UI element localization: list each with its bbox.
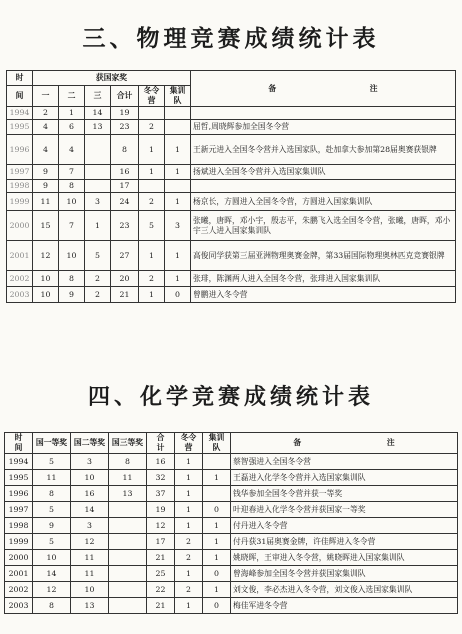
- third-prize-cell: [109, 550, 147, 566]
- first-prize-cell: 8: [33, 598, 71, 614]
- winter-camp-cell: 1: [175, 566, 203, 582]
- second-prize-cell: 10: [59, 241, 85, 271]
- year-cell: 2000: [5, 550, 33, 566]
- table-row: [5, 518, 458, 534]
- third-prize-cell: [109, 598, 147, 614]
- second-prize-cell: 9: [59, 287, 85, 303]
- table-row: [7, 165, 456, 180]
- year-cell: 1998: [7, 180, 33, 193]
- second-prize-cell: 10: [59, 193, 85, 211]
- remarks-cell: 曾鹏进入冬令营: [191, 287, 456, 303]
- total-cell: 16: [111, 165, 139, 180]
- first-prize-cell: 8: [33, 486, 71, 502]
- third-prize-cell: 2: [85, 271, 111, 287]
- total-cell: 17: [111, 180, 139, 193]
- third-prize-cell: [109, 502, 147, 518]
- training-team-cell: 0: [203, 566, 231, 582]
- remarks-cell: 蔡智强进入全国冬令营: [231, 454, 458, 470]
- header-training-team: 集训队: [203, 433, 231, 454]
- remarks-cell: [191, 180, 456, 193]
- training-team-cell: 0: [165, 287, 191, 303]
- header-remarks: 备 注: [231, 433, 458, 454]
- total-cell: 8: [111, 135, 139, 165]
- table-row: [7, 287, 456, 303]
- winter-camp-cell: 1: [139, 135, 165, 165]
- header-awards-group: 获国家奖: [33, 71, 191, 86]
- winter-camp-cell: 1: [139, 241, 165, 271]
- remarks-cell: 杨京长，方圆进入全国冬令营，方圆进入国家集训队: [191, 193, 456, 211]
- header-training-team: 集训队: [165, 86, 191, 107]
- header-first: 一: [33, 86, 59, 107]
- first-prize-cell: 11: [33, 193, 59, 211]
- table-row: [7, 135, 456, 165]
- year-cell: 1996: [5, 486, 33, 502]
- year-cell: 1999: [5, 534, 33, 550]
- third-prize-cell: 1: [85, 211, 111, 241]
- header-second: 二: [59, 86, 85, 107]
- first-prize-cell: 5: [33, 502, 71, 518]
- training-team-cell: 1: [203, 518, 231, 534]
- table-row: [7, 180, 456, 193]
- year-cell: 2003: [7, 287, 33, 303]
- third-prize-cell: [109, 582, 147, 598]
- second-prize-cell: 8: [59, 180, 85, 193]
- year-cell: 1994: [7, 107, 33, 120]
- remarks-cell: 扬斌进入全国冬令营并入选国家集训队: [191, 165, 456, 180]
- header-third-prize: 国三等奖: [109, 433, 147, 454]
- remarks-cell: 张琲，陈渊两人进入全国冬令营，张琲进入国家集训队: [191, 271, 456, 287]
- remarks-cell: 张曦，唐晖，邓小宇，殷志平，朱鹏飞入选全国冬令营，张曦，唐晖，邓小宇三人进入国家集训队: [191, 211, 456, 241]
- table-row: [7, 107, 456, 120]
- header-total: 合 计: [147, 433, 175, 454]
- second-prize-cell: 10: [71, 470, 109, 486]
- training-team-cell: 1: [165, 193, 191, 211]
- first-prize-cell: 10: [33, 271, 59, 287]
- second-prize-cell: 3: [71, 518, 109, 534]
- training-team-cell: [165, 120, 191, 135]
- third-prize-cell: 13: [85, 120, 111, 135]
- training-team-cell: 1: [203, 550, 231, 566]
- second-prize-cell: 13: [71, 598, 109, 614]
- table-row: [5, 486, 458, 502]
- header-second-prize: 国二等奖: [71, 433, 109, 454]
- header-total: 合计: [111, 86, 139, 107]
- table-row: [7, 193, 456, 211]
- first-prize-cell: 9: [33, 165, 59, 180]
- winter-camp-cell: 2: [175, 550, 203, 566]
- winter-camp-cell: 1: [139, 287, 165, 303]
- third-prize-cell: [85, 165, 111, 180]
- remarks-cell: 高俊同学获第三届亚洲物理奥赛金牌，第33届国际物理奥林匹克竞赛银牌: [191, 241, 456, 271]
- remarks-cell: 钱华参加全国冬令营并获一等奖: [231, 486, 458, 502]
- total-cell: 19: [111, 107, 139, 120]
- total-cell: 32: [147, 470, 175, 486]
- winter-camp-cell: 1: [175, 454, 203, 470]
- training-team-cell: 1: [203, 582, 231, 598]
- table-row: [7, 120, 456, 135]
- first-prize-cell: 9: [33, 180, 59, 193]
- year-cell: 1996: [7, 135, 33, 165]
- first-prize-cell: 12: [33, 582, 71, 598]
- remarks-cell: 付丹进入冬令营: [231, 518, 458, 534]
- third-prize-cell: 14: [85, 107, 111, 120]
- table-row: [5, 470, 458, 486]
- year-cell: 2001: [7, 241, 33, 271]
- second-prize-cell: 1: [59, 107, 85, 120]
- first-prize-cell: 15: [33, 211, 59, 241]
- third-prize-cell: [85, 135, 111, 165]
- total-cell: 37: [147, 486, 175, 502]
- header-time-bottom: 间: [7, 86, 33, 107]
- total-cell: 17: [147, 534, 175, 550]
- winter-camp-cell: 2: [139, 271, 165, 287]
- total-cell: 21: [147, 598, 175, 614]
- header-time-top: 时: [7, 71, 33, 86]
- winter-camp-cell: 1: [175, 518, 203, 534]
- first-prize-cell: 12: [33, 241, 59, 271]
- first-prize-cell: 4: [33, 120, 59, 135]
- second-prize-cell: 7: [59, 211, 85, 241]
- header-time: 时 间: [5, 433, 33, 454]
- third-prize-cell: 2: [85, 287, 111, 303]
- total-cell: 22: [147, 582, 175, 598]
- first-prize-cell: 2: [33, 107, 59, 120]
- remarks-cell: 刘文俊，李必杰进入冬令营，刘文俊入选国家集训队: [231, 582, 458, 598]
- second-prize-cell: 14: [71, 502, 109, 518]
- training-team-cell: [165, 107, 191, 120]
- total-cell: 21: [111, 287, 139, 303]
- total-cell: 24: [111, 193, 139, 211]
- year-cell: 1995: [5, 470, 33, 486]
- year-cell: 2001: [5, 566, 33, 582]
- training-team-cell: 0: [203, 598, 231, 614]
- third-prize-cell: [109, 566, 147, 582]
- year-cell: 1998: [5, 518, 33, 534]
- remarks-cell: 姚晓晖，王审进入冬令营，姚晓晖进入国家集训队: [231, 550, 458, 566]
- third-prize-cell: [109, 534, 147, 550]
- year-cell: 1995: [7, 120, 33, 135]
- winter-camp-cell: 5: [139, 211, 165, 241]
- training-team-cell: 1: [165, 135, 191, 165]
- first-prize-cell: 10: [33, 550, 71, 566]
- third-prize-cell: 13: [109, 486, 147, 502]
- table-row: [5, 534, 458, 550]
- table-row: [7, 211, 456, 241]
- chemistry-table-title: 四、化学竞赛成绩统计表: [87, 384, 374, 410]
- second-prize-cell: 11: [71, 550, 109, 566]
- training-team-cell: [165, 180, 191, 193]
- physics-table-title: 三、物理竞赛成绩统计表: [82, 25, 380, 52]
- training-team-cell: 1: [165, 241, 191, 271]
- first-prize-cell: 14: [33, 566, 71, 582]
- second-prize-cell: 16: [71, 486, 109, 502]
- total-cell: 16: [147, 454, 175, 470]
- remarks-cell: 梅佳军进冬令营: [231, 598, 458, 614]
- first-prize-cell: 5: [33, 534, 71, 550]
- remarks-cell: 付丹获31届奥赛金牌，许佳辉进入冬令营: [231, 534, 458, 550]
- first-prize-cell: 10: [33, 287, 59, 303]
- total-cell: 12: [147, 518, 175, 534]
- training-team-cell: [203, 486, 231, 502]
- remarks-cell: 王磊进入化学冬令营并入选国家集训队: [231, 470, 458, 486]
- total-cell: 25: [147, 566, 175, 582]
- second-prize-cell: 12: [71, 534, 109, 550]
- remarks-cell: 王新元进入全国冬令营并入选国家队，赴加拿大参加第28届奥赛获银牌: [191, 135, 456, 165]
- winter-camp-cell: 1: [175, 598, 203, 614]
- second-prize-cell: 11: [71, 566, 109, 582]
- table-row: [7, 241, 456, 271]
- table-row: [5, 582, 458, 598]
- header-winter-camp: 冬令营: [175, 433, 203, 454]
- year-cell: 2002: [5, 582, 33, 598]
- table-row: [7, 271, 456, 287]
- third-prize-cell: 11: [109, 470, 147, 486]
- total-cell: 21: [147, 550, 175, 566]
- table-row: [5, 454, 458, 470]
- third-prize-cell: 8: [109, 454, 147, 470]
- remarks-cell: 曾海峰参加全国冬令营并获国家集训队: [231, 566, 458, 582]
- remarks-cell: 叶迎春进入化学冬令营并获国家一等奖: [231, 502, 458, 518]
- year-cell: 2003: [5, 598, 33, 614]
- winter-camp-cell: 1: [175, 470, 203, 486]
- third-prize-cell: [85, 180, 111, 193]
- second-prize-cell: 3: [71, 454, 109, 470]
- total-cell: 23: [111, 120, 139, 135]
- training-team-cell: 1: [165, 271, 191, 287]
- third-prize-cell: 3: [85, 193, 111, 211]
- chemistry-stats-table: [4, 432, 458, 614]
- remarks-cell: 屈哲,周晓辉参加全国冬令营: [191, 120, 456, 135]
- table-row: [5, 598, 458, 614]
- year-cell: 1994: [5, 454, 33, 470]
- winter-camp-cell: 2: [175, 582, 203, 598]
- winter-camp-cell: [139, 180, 165, 193]
- second-prize-cell: 4: [59, 135, 85, 165]
- table-row: [5, 566, 458, 582]
- total-cell: 20: [111, 271, 139, 287]
- total-cell: 23: [111, 211, 139, 241]
- year-cell: 1997: [5, 502, 33, 518]
- total-cell: 19: [147, 502, 175, 518]
- year-cell: 1999: [7, 193, 33, 211]
- first-prize-cell: 9: [33, 518, 71, 534]
- training-team-cell: 0: [203, 502, 231, 518]
- second-prize-cell: 7: [59, 165, 85, 180]
- remarks-cell: [191, 107, 456, 120]
- first-prize-cell: 11: [33, 470, 71, 486]
- header-third: 三: [85, 86, 111, 107]
- physics-stats-table: [6, 70, 456, 303]
- winter-camp-cell: 1: [175, 486, 203, 502]
- winter-camp-cell: 1: [139, 165, 165, 180]
- header-first-prize: 国一等奖: [33, 433, 71, 454]
- training-team-cell: [203, 454, 231, 470]
- winter-camp-cell: 1: [175, 502, 203, 518]
- winter-camp-cell: 2: [139, 120, 165, 135]
- header-winter-camp: 冬令营: [139, 86, 165, 107]
- third-prize-cell: 5: [85, 241, 111, 271]
- table-row: [5, 502, 458, 518]
- second-prize-cell: 10: [71, 582, 109, 598]
- training-team-cell: 1: [165, 165, 191, 180]
- header-remarks: 备 注: [191, 71, 456, 107]
- winter-camp-cell: [139, 107, 165, 120]
- second-prize-cell: 8: [59, 271, 85, 287]
- second-prize-cell: 6: [59, 120, 85, 135]
- table-row: [5, 550, 458, 566]
- third-prize-cell: [109, 518, 147, 534]
- training-team-cell: 1: [203, 470, 231, 486]
- year-cell: 1997: [7, 165, 33, 180]
- winter-camp-cell: 2: [139, 193, 165, 211]
- first-prize-cell: 5: [33, 454, 71, 470]
- year-cell: 2000: [7, 211, 33, 241]
- first-prize-cell: 4: [33, 135, 59, 165]
- winter-camp-cell: 2: [175, 534, 203, 550]
- total-cell: 27: [111, 241, 139, 271]
- training-team-cell: 1: [203, 534, 231, 550]
- year-cell: 2002: [7, 271, 33, 287]
- training-team-cell: 3: [165, 211, 191, 241]
